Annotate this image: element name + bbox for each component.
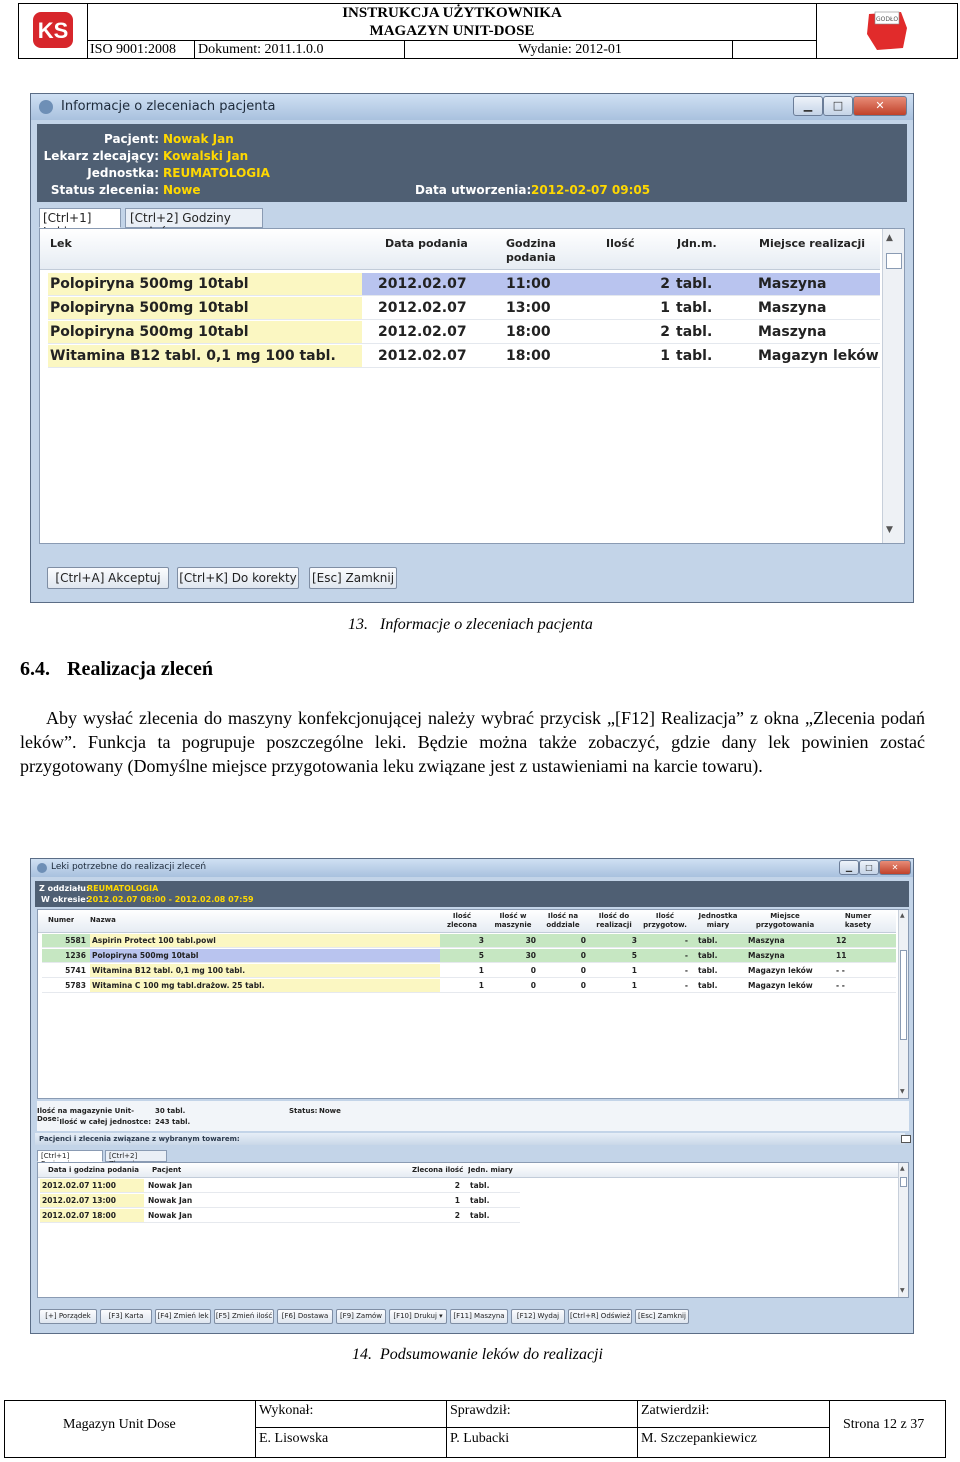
window2-titlebar (31, 859, 913, 877)
seal-text: GODŁO (875, 16, 899, 23)
toolbar-button-5[interactable]: [F9] Zamów (336, 1309, 386, 1324)
ordered-cell: 1 (478, 966, 484, 975)
table-row[interactable] (40, 1194, 520, 1208)
created-label: Data utworzenia: (415, 183, 532, 197)
scroll-down-icon[interactable]: ▼ (886, 525, 893, 535)
todo-cell: 1 (631, 981, 637, 990)
vertical-scrollbar[interactable] (882, 229, 904, 543)
place-cell: Magazyn leków (748, 981, 813, 990)
cassette-cell: - - (836, 981, 845, 990)
datetime-cell: 2012.02.07 11:00 (40, 1179, 144, 1193)
footer-checked-cell (446, 1401, 638, 1457)
window2-app-icon (37, 863, 47, 873)
unit-cell: tabl. (698, 981, 718, 990)
drug-cell: Polopiryna 500mg 10tabl (48, 273, 362, 296)
unit-cell: tabl. (698, 936, 718, 945)
footer-product-cell (5, 1401, 256, 1457)
col-number[interactable]: Numer (48, 916, 75, 924)
body-paragraph: Aby wysłać zlecenia do maszyny konfekcjonującej należy wybrać przycisk „[F12] Realizacja” z okna „Zlecenia podań leków”. Funkcja ta pogrupuje poszczególne leki. Będzie można także zobaczyć, gdzie dany lek powinien zostać przygotowany (Domyślne miejsce przygotowania leku związane jest z ustawieniami na karcie towaru). (20, 708, 925, 776)
patients-grid-header (38, 1163, 898, 1178)
status-label-2: Status: (289, 1107, 318, 1115)
close-button[interactable]: ✕ (853, 96, 907, 116)
stock-value: 30 tabl. (155, 1107, 186, 1115)
qty-cell: 1 (660, 300, 670, 316)
unit-label: Jednostka: (87, 166, 159, 180)
name-cell: Polopiryna 500mg 10tabl (90, 949, 440, 963)
unit-cell: tabl. (698, 966, 718, 975)
status-value: Nowe (163, 183, 201, 197)
company-logo (19, 4, 88, 58)
table-row[interactable] (42, 949, 896, 963)
section-number: 6.4. (20, 658, 50, 680)
toolbar-button-2[interactable]: [F4] Zmień lek (155, 1309, 211, 1324)
summary-scrollbar[interactable] (898, 910, 908, 1098)
footer-divider (255, 1427, 446, 1428)
window2-title: Leki potrzebne do realizacji zleceń (51, 862, 207, 872)
figure-caption-13: 13. Informacje o zleceniach pacjenta (348, 616, 593, 633)
name-cell: Witamina B12 tabl. 0,1 mg 100 tabl. (90, 964, 440, 978)
qty-cell: 1 (454, 1196, 460, 1205)
number-cell: 1236 (65, 951, 86, 960)
qty-cell: 1 (660, 348, 670, 364)
patients-scrollbar[interactable] (898, 1163, 908, 1297)
patient-orders-window (30, 93, 914, 603)
header-title-line2: MAGAZYN UNIT-DOSE (369, 23, 535, 39)
drug-cell: Polopiryna 500mg 10tabl (48, 297, 362, 320)
patients-scroll-up-icon[interactable]: ▲ (900, 1165, 905, 1172)
date-cell: 2012.02.07 (378, 348, 467, 364)
footer-divider (446, 1427, 637, 1428)
machine-cell: 0 (530, 981, 536, 990)
unit-cell: tabl. (470, 1211, 490, 1220)
patients-grid (37, 1162, 909, 1298)
table-row[interactable] (42, 964, 896, 978)
prep-cell: - (684, 936, 688, 945)
doctor-label: Lekarz zlecający: (43, 149, 159, 163)
col-on-ward[interactable]: Ilość na oddziale (546, 912, 580, 929)
toolbar-button-9[interactable]: [Ctrl+R] Odśwież (568, 1309, 632, 1324)
number-cell: 5581 (65, 936, 86, 945)
patient-cell: Nowak Jan (148, 1181, 193, 1190)
empty-cell (733, 41, 817, 59)
patients-section-header: Pacjenci i zlecenia związane z wybranym towarem: (35, 1133, 905, 1145)
logo-text: KS (37, 18, 69, 43)
patient-value: Nowak Jan (163, 132, 234, 146)
footer-approved-cell (637, 1401, 830, 1457)
iso-cell: ISO 9001:2008 (87, 41, 195, 59)
col-date[interactable]: Data podania (385, 237, 468, 250)
document-header (18, 3, 958, 59)
name-cell: Aspirin Protect 100 tabl.powl (90, 934, 440, 948)
col-hour[interactable]: Godzina podania (506, 237, 556, 264)
doctor-value: Kowalski Jan (163, 149, 249, 163)
col-prepared[interactable]: Ilość przygotow. (643, 912, 687, 929)
col-place[interactable]: Miejsce realizacji (759, 237, 866, 250)
accept-button[interactable]: [Ctrl+A] Akceptuj (47, 567, 169, 589)
toolbar-button-8[interactable]: [F12] Wydaj (511, 1309, 565, 1324)
section-title: Realizacja zleceń (67, 658, 214, 680)
section-heading (20, 658, 213, 681)
drug-cell: Witamina B12 tabl. 0,1 mg 100 tabl. (48, 345, 362, 368)
patients-scroll-thumb[interactable] (900, 1177, 907, 1187)
place-cell: Magazyn leków (758, 348, 879, 364)
minimize-button[interactable]: ▁ (793, 96, 823, 116)
unit-value: REUMATOLOGIA (163, 166, 270, 180)
patient-cell: Nowak Jan (148, 1196, 193, 1205)
qty-cell: 2 (660, 324, 670, 340)
toolbar-button-4[interactable]: [F6] Dostawa (277, 1309, 333, 1324)
document-footer (4, 1400, 946, 1458)
col-sub-unit[interactable]: Jedn. miary (468, 1166, 513, 1174)
summary-scroll-up-icon[interactable]: ▲ (900, 912, 905, 919)
hour-cell: 13:00 (506, 300, 551, 316)
header-title (87, 4, 817, 40)
patients-scroll-down-icon[interactable]: ▼ (900, 1287, 905, 1294)
unit-cell: tabl. (698, 951, 718, 960)
unit-cell: tabl. (470, 1181, 490, 1190)
todo-cell: 5 (631, 951, 637, 960)
unit-cell: tabl. (676, 276, 713, 292)
todo-cell: 1 (631, 966, 637, 975)
cassette-cell: 12 (836, 936, 847, 945)
unit-cell: tabl. (676, 348, 713, 364)
table-row[interactable] (48, 321, 880, 344)
table-row[interactable] (40, 1209, 520, 1223)
toolbar-button-6[interactable]: [F10] Drukuj ▾ (389, 1309, 447, 1324)
date-cell: 2012.02.07 (378, 324, 467, 340)
header-meta-row (87, 40, 817, 59)
number-cell: 5741 (65, 966, 86, 975)
table-row[interactable] (48, 273, 880, 296)
drug-cell: Polopiryna 500mg 10tabl (48, 321, 362, 344)
patient-label: Pacjent: (103, 132, 159, 146)
maximize-button[interactable]: □ (823, 96, 853, 116)
ward-cell: 0 (580, 981, 586, 990)
qty-cell: 2 (454, 1181, 460, 1190)
tab-drugs[interactable]: [Ctrl+1] (39, 208, 121, 228)
col-in-machine[interactable]: Ilość w maszynie (494, 912, 532, 929)
col-ordered-qty[interactable]: Zlecona ilość (412, 1166, 464, 1174)
col-name[interactable]: Nazwa (90, 916, 116, 924)
col-cassette[interactable]: Numer kasety (844, 912, 872, 929)
col-unit[interactable]: Jdn.m. (677, 237, 717, 250)
ward-cell: 0 (580, 936, 586, 945)
machine-cell: 0 (530, 966, 536, 975)
footer-made-cell (255, 1401, 447, 1457)
footer-checked-value: P. Lubacki (450, 1431, 510, 1446)
table-row[interactable] (48, 345, 880, 368)
scroll-thumb[interactable] (886, 253, 902, 269)
status-value-2: Nowe (319, 1107, 341, 1115)
unit-cell: tabl. (470, 1196, 490, 1205)
place-cell: Magazyn leków (748, 966, 813, 975)
dept-label: Z oddziału: (39, 884, 90, 893)
ordered-cell: 1 (478, 981, 484, 990)
tab-patients[interactable]: [Ctrl+1] (37, 1150, 103, 1162)
body-paragraph-block (20, 706, 925, 778)
toolbar-button-10[interactable]: [Esc] Zamknij (635, 1309, 689, 1324)
col-patient[interactable]: Pacjent (152, 1166, 182, 1174)
col-drug[interactable]: Lek (50, 237, 72, 250)
place-cell: Maszyna (748, 936, 785, 945)
grid-header (40, 229, 880, 270)
patient-info-panel (37, 124, 907, 202)
collapse-icon[interactable] (901, 1135, 911, 1143)
cassette-cell: 11 (836, 951, 847, 960)
tab-dose-hours[interactable]: [Ctrl+2] Godziny (125, 208, 263, 228)
window-title: Informacje o zleceniach pacjenta (61, 99, 276, 114)
toolbar-button-3[interactable]: [F5] Zmień ilość (214, 1309, 274, 1324)
stock-info-panel (37, 1101, 909, 1131)
footer-checked-label: Sprawdził: (450, 1403, 511, 1418)
hour-cell: 18:00 (506, 324, 551, 340)
filter-info-panel (35, 881, 909, 907)
qty-cell: 2 (660, 276, 670, 292)
unit-stock-value: 243 tabl. (155, 1118, 191, 1126)
hour-cell: 11:00 (506, 276, 551, 292)
col-prep-place[interactable]: Miejsce przygotowania (755, 912, 815, 929)
drugs-grid (39, 228, 905, 544)
footer-approved-label: Zatwierdził: (641, 1403, 710, 1418)
summary-grid (37, 909, 909, 1099)
ward-cell: 0 (580, 951, 586, 960)
col-unit-of-measure[interactable]: Jednostka miary (698, 912, 738, 929)
cassette-cell: - - (836, 966, 845, 975)
toolbar-button-1[interactable]: [F3] Karta (100, 1309, 152, 1324)
table-row[interactable] (40, 1179, 520, 1193)
ward-cell: 0 (580, 966, 586, 975)
window-app-icon (39, 100, 53, 114)
datetime-cell: 2012.02.07 13:00 (40, 1194, 144, 1208)
edition-cell: Wydanie: 2012-01 (405, 41, 733, 59)
col-to-fulfil[interactable]: Ilość do realizacji (596, 912, 632, 929)
close-button-2[interactable]: ✕ (879, 860, 911, 875)
patient-cell: Nowak Jan (148, 1211, 193, 1220)
footer-product: Magazyn Unit Dose (63, 1417, 176, 1432)
footer-divider (637, 1427, 829, 1428)
dept-value: REUMATOLOGIA (87, 884, 159, 893)
toolbar-button-7[interactable]: [F11] Maszyna (450, 1309, 508, 1324)
qty-cell: 2 (454, 1211, 460, 1220)
number-cell: 5783 (65, 981, 86, 990)
unit-cell: tabl. (676, 324, 713, 340)
certificate-logo (816, 4, 957, 58)
col-datetime[interactable]: Data i godzina podania (48, 1166, 139, 1174)
period-label: W okresie: (41, 895, 89, 904)
name-cell: Witamina C 100 mg tabl.drażow. 25 tabl. (90, 979, 440, 993)
place-cell: Maszyna (758, 324, 827, 340)
date-cell: 2012.02.07 (378, 300, 467, 316)
prep-cell: - (684, 981, 688, 990)
period-value: 2012.02.07 08:00 - 2012.02.08 07:59 (87, 895, 254, 904)
unit-stock-label: Ilość w całej jednostce: (59, 1118, 151, 1126)
machine-cell: 30 (525, 936, 536, 945)
to-correction-button[interactable]: [Ctrl+K] Do korekty (177, 567, 299, 589)
machine-cell: 30 (525, 951, 536, 960)
toolbar-buttons (39, 1309, 905, 1325)
stock-label: Ilość na magazynie Unit-Dose: (37, 1107, 134, 1123)
document-cell: Dokument: 2011.1.0.0 (195, 41, 405, 59)
prep-cell: - (684, 966, 688, 975)
close-window-button[interactable]: [Esc] Zamknij (309, 567, 397, 589)
prep-cell: - (684, 951, 688, 960)
ordered-cell: 5 (478, 951, 484, 960)
ordered-cell: 3 (478, 936, 484, 945)
date-cell: 2012.02.07 (378, 276, 467, 292)
drugs-to-fulfil-window (30, 858, 914, 1334)
datetime-cell: 2012.02.07 18:00 (40, 1209, 144, 1223)
place-cell: Maszyna (758, 300, 827, 316)
footer-made-value: E. Lisowska (259, 1431, 329, 1446)
todo-cell: 3 (631, 936, 637, 945)
figure-caption-14: 14. Podsumowanie leków do realizacji (352, 1346, 603, 1363)
toolbar-button-0[interactable]: [+] Porządek (39, 1309, 97, 1324)
maximize-button-2[interactable]: □ (859, 860, 879, 875)
col-qty[interactable]: Ilość (606, 237, 635, 250)
table-row[interactable] (48, 297, 880, 320)
table-row[interactable] (42, 979, 896, 993)
created-value: 2012-02-07 09:05 (531, 183, 651, 197)
summary-scroll-down-icon[interactable]: ▼ (900, 1088, 905, 1095)
footer-approved-value: M. Szczepankiewicz (641, 1431, 757, 1446)
hour-cell: 18:00 (506, 348, 551, 364)
minimize-button-2[interactable]: ▁ (839, 860, 859, 875)
col-ordered[interactable]: Ilość zlecona (447, 912, 477, 929)
tab-orders[interactable]: [Ctrl+2] (105, 1150, 167, 1162)
place-cell: Maszyna (758, 276, 827, 292)
scroll-up-icon[interactable]: ▲ (886, 233, 893, 243)
place-cell: Maszyna (748, 951, 785, 960)
window-titlebar (31, 94, 913, 120)
summary-scroll-thumb[interactable] (900, 950, 907, 1040)
unit-cell: tabl. (676, 300, 713, 316)
footer-page-number: Strona 12 z 37 (843, 1417, 925, 1432)
header-title-line1: INSTRUKCJA UŻYTKOWNIKA (342, 5, 562, 21)
status-label: Status zlecenia: (50, 183, 159, 197)
table-row[interactable] (42, 934, 896, 948)
summary-grid-header (38, 910, 896, 933)
footer-made-label: Wykonał: (259, 1403, 314, 1418)
